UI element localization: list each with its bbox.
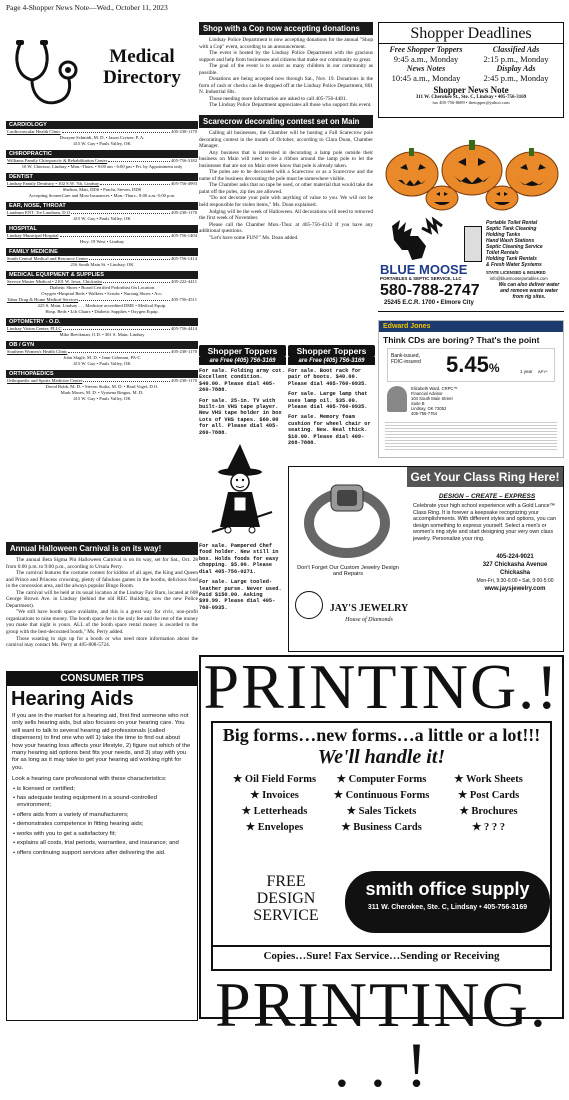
directory-category: FAMILY MEDICINE (6, 248, 198, 256)
jays-phone: 405-224-9021 (496, 554, 534, 560)
cop-title: Shop with a Cop now accepting donations (199, 22, 373, 35)
entry-detail: David Bobb, M. D. • Steven Stultz, M. D. • Brad Vogel, D.O. (45, 384, 159, 389)
tip-item: • works with you to get a satisfactory fit; (13, 830, 116, 837)
paragraph: Lindsay Police Department is now accepting donations for the annual "Shop with a Cop" event, according to an announcement. (199, 37, 373, 50)
entry-name: Laudrum ENT, Tre Laudrum, D.O (7, 210, 71, 215)
paragraph: Calling all businesses, the Chamber will be hosting a Fall Scarecrow pole decorating contest in the month of October, according to Clara Doan, Chamber Manager. (199, 130, 373, 150)
directory-entry (6, 378, 198, 402)
directory-entry (6, 129, 198, 147)
paragraph: "We still have booth space available, and this is a great way for civic, non-profit organizations to raise money. The booth space fee is the only fee and the rest of the money you make that night is yours. ALL of the booth space rental money is awarded to the group with the best-decorated booth," Ms. Perry added. (6, 609, 198, 636)
paragraph: Those wanting to sign up for a booth or who need more information about the carnival may contact Ms. Perry at 405-808-5724. (6, 635, 198, 649)
deadline-time: 2:15 p.m., Monday (483, 54, 549, 64)
entry-name: Orthopaedic and Sports Medicine Center (7, 378, 83, 383)
title-line-2: Directory (103, 67, 181, 88)
printing-service: ★ Sales Tickets (346, 806, 417, 817)
classifieds-left (199, 345, 286, 611)
advisor-line: 104 South Main Street (411, 396, 453, 401)
directory-category: MEDICAL EQUIPMENT & SUPPLIES (6, 271, 198, 279)
entry-detail: Diabetic Shoes • Board Certified Podorthist On Location (49, 285, 155, 290)
service-item: Hand Wash Stations (486, 238, 535, 244)
printing-service: ★ Oil Field Forms (232, 774, 317, 785)
jays-web: www.jaysjewelry.com (484, 586, 546, 592)
deadline-label: Classified Ads (492, 45, 540, 54)
entry-leader (103, 279, 170, 283)
paragraph: Those needing more information are asked to call 405-756-4481. (209, 95, 347, 102)
rate-percent: % (488, 361, 500, 375)
consumer-tips-bar: CONSUMER TIPS (7, 672, 197, 686)
directory-category: HOSPITAL (6, 225, 198, 233)
blue-moose-address: 25245 E.C.R. 1700 • Elmore City (384, 300, 474, 306)
classified-badge: Shopper Toppers (288, 345, 375, 357)
entry-phone: 405-756-4993 (170, 181, 197, 186)
copies-line: Copies…Sure! Fax Service…Sending or Receiving (213, 945, 550, 962)
entry-leader (89, 256, 170, 260)
deadline-label: Free Shopper Toppers (389, 45, 463, 54)
directory-entry (6, 233, 198, 245)
services-list (486, 220, 562, 268)
directory-list (6, 121, 198, 402)
directory-category: OB / GYN (6, 341, 198, 349)
classified-badge-sub: are Free (405) 756-3169 (199, 357, 286, 365)
entry-name: Lindsay Vision Center, PLLC (7, 326, 62, 331)
entry-leader (71, 210, 170, 214)
entry-leader (62, 129, 171, 133)
edward-jones-brand: Edward Jones (379, 321, 563, 332)
carnival-article (6, 542, 198, 649)
tip-item: • is licensed or certified; (13, 785, 75, 792)
rate-value (446, 352, 500, 378)
edward-jones-ad (378, 320, 564, 458)
classified-ad: For sale. Memory foam cushion for wheel chair or seating. New. Real thick. $10.00. Please dial 409-268-7888. (288, 414, 371, 447)
paper-address: 311 W. Cherokee St., Ste. C, Lindsay • 405-756-3169 (415, 95, 527, 100)
entry-detail: 10 W. Choctaw, Lindsay • Mon.-Thurs. • 9:00 am - 6:00 pm • Fri. by Appointment only (21, 164, 183, 169)
license-text: STATE LICENSED & INSURED (486, 270, 546, 275)
entry-leader (79, 297, 170, 301)
entry-name: Lindsay Municipal Hospital (7, 233, 59, 238)
entry-phone: 405-756-1404 (170, 233, 197, 238)
printing-footer: PRINTING. . . ! (215, 969, 548, 1100)
entry-name: Lindsay Family Dentistry • 102 S.W. 7th, Lindsay (7, 181, 100, 186)
rate-box (387, 348, 555, 382)
advisor-line: Elizabeth Ward, CRPC™ (411, 386, 458, 391)
portable-toilet-icon (464, 226, 482, 262)
page-header: Page 4-Shopper News Note—Wed., October 11, 2023 (6, 3, 168, 12)
carnival-title: Annual Halloween Carnival is on its way! (6, 542, 198, 555)
tip-item: • explains all costs, trial periods, warranties, and insurance; and (13, 840, 179, 847)
rate-apy: APY* (538, 369, 548, 374)
printing-service: ★ Envelopes (245, 822, 304, 833)
advisor-line: 405-756-7754 (411, 411, 438, 416)
classified-ad: For sale. Pampered Chef food holder. New still in box. Holds foods for easy chopping. $5.00. Please dial 405-756-0271. (199, 543, 279, 575)
deadlines-title: Shopper Deadlines (379, 23, 563, 44)
free-design (231, 873, 341, 924)
entry-name: Service Master Medical • 2101 W. Iowa, Chickasha (7, 279, 102, 284)
paper-name: Shopper News Note (433, 85, 509, 95)
entry-leader (60, 233, 170, 237)
directory-entry (6, 349, 198, 367)
advisor-photo-icon (387, 386, 407, 412)
jays-hours: Mon-Fri, 9:30-6:00 • Sat, 9:00-5:00 (476, 578, 554, 584)
deadline-time: 9:45 a.m., Monday (393, 54, 459, 64)
entry-detail: 415 W. Guy • Pauls Valley, OK (73, 396, 131, 401)
medical-directory (6, 38, 198, 402)
shop-address: 311 W. Cherokee, Ste. C, Lindsay • 405-756-3169 (367, 904, 528, 911)
entry-name: Cardiovascular Health Clinic (7, 129, 61, 134)
directory-entry (6, 256, 198, 268)
jays-slogan: Don't Forget Our Custom Jewelry Design and Repairs (297, 565, 399, 577)
jays-addr1: 327 Chickasha Avenue (482, 562, 548, 568)
entry-phone: 405-756-4414 (170, 326, 197, 331)
entry-phone: 405-756-4511 (171, 297, 197, 302)
entry-name: Southern Women's Health Clinic (7, 349, 68, 354)
entry-detail: 415 W. Guy • Pauls Valley, OK (73, 216, 131, 221)
service-item: Holding Tanks (486, 232, 521, 238)
directory-entry (6, 279, 198, 297)
paragraph: The carnival features the costume contest for kiddos of all ages, the King and Queen and Prince and Princess crowning, plenty of fabulous games in the booths, delicious food in the concession area, and the always popular Bingo Room. (6, 570, 198, 590)
paragraph: Judging will be the week of Halloween. All decorations will need to removed the first week of November. (199, 208, 374, 222)
stethoscope-icon (6, 38, 86, 116)
entry-detail: Accepting SoonerCare and Most Insurances • Mon.-Thurs., 8:00 a.m.-5:00 p.m. (28, 193, 176, 198)
jays-addr2: Chickasha (499, 570, 530, 576)
paper-fax: fax 405-756-8689 • thetopper@yahoo.com (432, 100, 510, 105)
scarecrow-title: Scarecrow decorating contest set on Main (199, 115, 373, 128)
consumer-tips-body (7, 711, 197, 859)
entry-detail: Hwy. 19 West • Lindsay (79, 239, 125, 244)
email-text: info@bluemooseportables.com (490, 276, 548, 281)
tip-item: • demonstrates competence in fitting hearing aids; (13, 821, 144, 828)
blue-moose-phone: 580-788-2747 (380, 282, 480, 299)
advisor-details (411, 386, 458, 416)
printing-service: ★ Business Cards (341, 822, 422, 833)
consumer-tips (6, 671, 198, 1021)
tip-item: • offers aids from a variety of manufacturers; (13, 811, 129, 818)
deadline-time: 10:45 a.m., Monday (391, 73, 461, 83)
center-column (199, 22, 373, 241)
classified-badge: Shopper Toppers (199, 345, 286, 357)
rate-label: Bank-issued, FDIC-insured (391, 353, 421, 365)
deadline-label: News Notes (406, 64, 446, 73)
deadline-time: 2:45 p.m., Monday (483, 73, 549, 83)
class-ring-icon (297, 473, 397, 563)
carnival-body (6, 557, 198, 649)
printing-ad (199, 651, 564, 1100)
directory-category: OPTOMETRY - O.D. (6, 318, 198, 326)
directory-category: ORTHOPAEDICS (6, 370, 198, 378)
printing-tagline: We'll handle it! (317, 746, 446, 768)
entry-detail: Hosp. Beds • Lift Chairs • Diabetic Supplies • Oxygen Equip. (45, 309, 159, 314)
paragraph: The event is hosted by the Lindsay Police Department with the gracious support and help from businesses and citizens that make our community so great. (199, 50, 373, 63)
printing-subhead: Big forms…new forms…a little or a lot!!! (222, 725, 541, 745)
paragraph: The goal of the event is to assist as many children in our community as possible. (199, 63, 373, 76)
entry-leader (100, 181, 170, 185)
directory-category: EAR, NOSE, THROAT (6, 202, 198, 210)
title-line-1: Medical (109, 46, 175, 67)
paragraph: The Lindsay Police Department appreciates all those who support this event. (209, 102, 372, 109)
blue-moose-sub: PORTABLES & SEPTIC SERVICE, LLC (380, 276, 462, 281)
classified-ad: For sale. 25-in. TV with built-in VHS tape player. New VHS tape holder in box Lots of VHS tapes. $60.00 for all. Please dial 405-260-7888. (199, 397, 282, 436)
entry-detail: Mike Beeckman, O.D. • 301 S. Main, Lindsay (59, 332, 145, 337)
printing-service: ★ Post Cards (457, 790, 520, 801)
entry-detail: Oxygen •Hospital Beds • Walkers • Scrubs • Nursing Shoes • Acc. (41, 291, 163, 296)
free-label: FREE (266, 873, 306, 890)
printing-service: ★ Letterheads (241, 806, 308, 817)
classified-ad: For sale. Boot rack for pair of boots. $40.00. Please dial 405-760-0935. (288, 368, 368, 387)
smith-office-supply (345, 871, 550, 933)
directory-entry (6, 210, 198, 222)
jays-sub: House of Diamonds (345, 617, 393, 623)
cop-body (199, 37, 373, 109)
deadline-label: Display Ads (496, 64, 536, 73)
lead: Look a hearing care professional with these characteristics: (12, 776, 167, 783)
jays-contact (469, 553, 561, 593)
printing-services (213, 769, 550, 837)
entry-phone: 405-238-1170 (171, 349, 197, 354)
directory-entry (6, 158, 198, 170)
directory-entry (6, 181, 198, 199)
printing-service: ★ Brochures (459, 806, 518, 817)
printing-service: ★ Invoices (250, 790, 299, 801)
witch-illustration-icon (208, 442, 278, 537)
design-label: DESIGN SERVICE (253, 890, 319, 924)
shopper-deadlines (378, 22, 564, 118)
classified-ad: For sale. Large tooled-leather purse. Never used. Paid $150.00. Asking $99.99. Please dial 405-760-0935. (199, 579, 282, 611)
service-item: Septic Tank Cleaning (486, 226, 537, 232)
pumpkins-illustration-icon (378, 120, 564, 212)
classifieds-right (288, 345, 375, 446)
printing-service: ★ Computer Forms (336, 774, 427, 785)
ej-headline: Think CDs are boring? That's the point (383, 335, 540, 345)
jays-name: JAY'S JEWELRY (329, 603, 409, 614)
rate-number: 5.45 (446, 352, 489, 377)
directory-category: CARDIOLOGY (6, 121, 198, 129)
entry-name: South Central Medical and Resource Center (7, 256, 89, 261)
printing-box (211, 721, 552, 971)
paragraph: The poles are to be decorated with a Scarecrow or as a Scarecrow and the name of the business decorating the pole must be somewhere visible. (199, 169, 373, 182)
paragraph: Please call the Chamber Mon.-Thur. at 405-756-4312 if you have any additional questions. (199, 221, 373, 235)
entry-leader (83, 378, 170, 382)
entry-phone: 405-238-1170 (171, 378, 197, 383)
jays-body: Celebrate your high school experience with a Gold Lance™ Class Ring. It is forever a keepsake recognizing your accomplishments. With different styles and options, you can design something to express yourself. Select a men's or women's ring style and start designing your very own class jewelry. Personalize your ring. (413, 503, 556, 542)
service-item: & Fresh Water Systems (486, 262, 542, 268)
medical-directory-title (86, 46, 198, 88)
paragraph: "Let's have some FUN!" Ms. Doan added. (209, 234, 299, 241)
paragraph: Any business that is interested in decorating a lamp pole outside their business on Main will need to tie a ribbon around the lamp pole to let the businesses that are not on Main street know that pole is already taken. (199, 149, 373, 169)
consumer-tips-heading: Hearing Aids (11, 688, 134, 710)
paragraph: "Do not decorate your pole with anything of value to you. We will not be held responsible for stolen items," Ms. Doan explained. (199, 195, 373, 209)
classified-badge-sub: are Free (405) 756-3169 (288, 357, 375, 365)
directory-entry (6, 297, 198, 315)
advisor-line: Lindsay, OK 73052 (411, 406, 447, 411)
tip-item: • offers continuing support services after delivering the aid. (13, 849, 166, 856)
deadlines-grid (379, 44, 563, 84)
directory-category: CHIROPRACTIC (6, 150, 198, 158)
service-item: Holding Tank Rentals (486, 256, 537, 262)
entry-detail: John Slagle, M. D. • Jami Coleman, PA-C (63, 355, 141, 360)
jays-dce: DESIGN – CREATE – EXPRESS (438, 493, 536, 500)
entry-phone: 405-238-1170 (171, 210, 197, 215)
entry-leader (68, 349, 170, 353)
tip-item: • has adequate testing equipment in a sound-controlled environment; (13, 795, 157, 809)
badge-icon (295, 591, 323, 619)
entry-detail: 415 W. Guy • Pauls Valley, OK (73, 141, 131, 146)
entry-detail: 225 S. Main, Lindsay . . . Medicine accredited DME • Medical Equip. (37, 303, 167, 308)
tagline: We can also deliver water and remove waste water from rig sites. (498, 282, 560, 300)
directory-category: DENTIST (6, 173, 198, 181)
ring-banner: Get Your Class Ring Here! (407, 467, 563, 487)
service-item: Septic Cleaning Service (486, 244, 543, 250)
entry-leader (63, 326, 170, 330)
paragraph: The annual Beta Sigma Phi Halloween Carnival is on its way, set for Sat., Oct. 28 from 6:00 p.m. to 9:00 p.m., according to Ursula Perry. (6, 557, 198, 570)
entry-phone: 405-756-3182 (170, 158, 197, 163)
advisor-block (387, 386, 555, 416)
entry-phone: 405-222-4411 (171, 279, 197, 284)
entry-phone: 405-238-1170 (171, 129, 197, 134)
blue-moose-ad (378, 218, 564, 312)
entry-leader (108, 158, 170, 162)
entry-detail: Mark Moses, M. D. • Vyasena Ringus, M. D. (60, 390, 144, 395)
scarecrow-body (199, 130, 373, 241)
entry-name: Williams Family Chiropractic & Rehabilitation Center (7, 158, 108, 163)
fine-print (385, 420, 557, 450)
advisor-line: Suite B (411, 401, 425, 406)
rate-term: 1 year (520, 369, 533, 374)
classified-ad: For sale. Folding army cot. Excellent condition. $40.00. Please dial 405-260-7888. (199, 368, 285, 394)
classified-ad: For sale. Large lamp that uses lamp oil. $35.00. Please dial 405-760-0935. (288, 391, 368, 411)
advisor-line: Financial Advisor (411, 391, 443, 396)
entry-phone: 405-756-1414 (170, 256, 197, 261)
paragraph: Donations are being accepted now through Sat., Nov. 19. Donations in the form of cash or checks can be dropped off at the Lindsay Police Department, 801 N. Industrial Hts. (199, 76, 373, 96)
medical-directory-header (6, 38, 198, 118)
shop-name: smith office supply (365, 879, 530, 899)
paragraph: The Chamber asks that no tape be used, or other material that would take the paint off the poles, zip ties are allowed. (199, 182, 373, 195)
printing-service: ★ ? ? ? (471, 822, 506, 833)
service-item: Toilet Rentals (486, 250, 519, 256)
jays-jewelry-ad (288, 466, 564, 652)
entry-detail: 216 South Main St. • Lindsay, OK (70, 262, 134, 267)
intro: If you are in the market for a hearing aid, first find someone who not only sells hearing aids, but also focuses on your hearing care. You will want to talk to several hearing aid professionals (called dispensers) to find one who will 1) take the time to find out about how your hearing loss affects your lifestyle, 2) figure out which of the many hearing aid options best fits your needs, and 3) stay with you for as long as it may take to get your hearing aid working right for you. (12, 713, 191, 771)
directory-entry (6, 326, 198, 338)
moose-logo-icon (382, 218, 452, 262)
entry-name: Tabor Drug & Home Medical Services (7, 297, 79, 302)
service-item: Portable Toilet Rental (486, 220, 538, 226)
printing-service: ★ Work Sheets (454, 774, 523, 785)
tips-list (12, 786, 192, 857)
entry-detail: 415 W. Guy • Pauls Valley, OK (73, 361, 131, 366)
entry-detail: Dwayne Schmidt, M. D. • Jason Crytzer, P. A. (59, 135, 145, 140)
blue-moose-name: BLUE MOOSE (380, 262, 468, 277)
entry-detail: Shelton, Matt, DDS • Pracht, Steven, DDS (62, 187, 142, 192)
paragraph: The carnival will be held at its usual location at the Lindsay Fair Barn, located at 608 George Brown Ave. in Lindsay (behind the old REC Building, now the new Police Department). (6, 589, 198, 609)
printing-headline: PRINTING.! (203, 651, 560, 722)
printing-service: ★ Continuous Forms (333, 790, 430, 801)
